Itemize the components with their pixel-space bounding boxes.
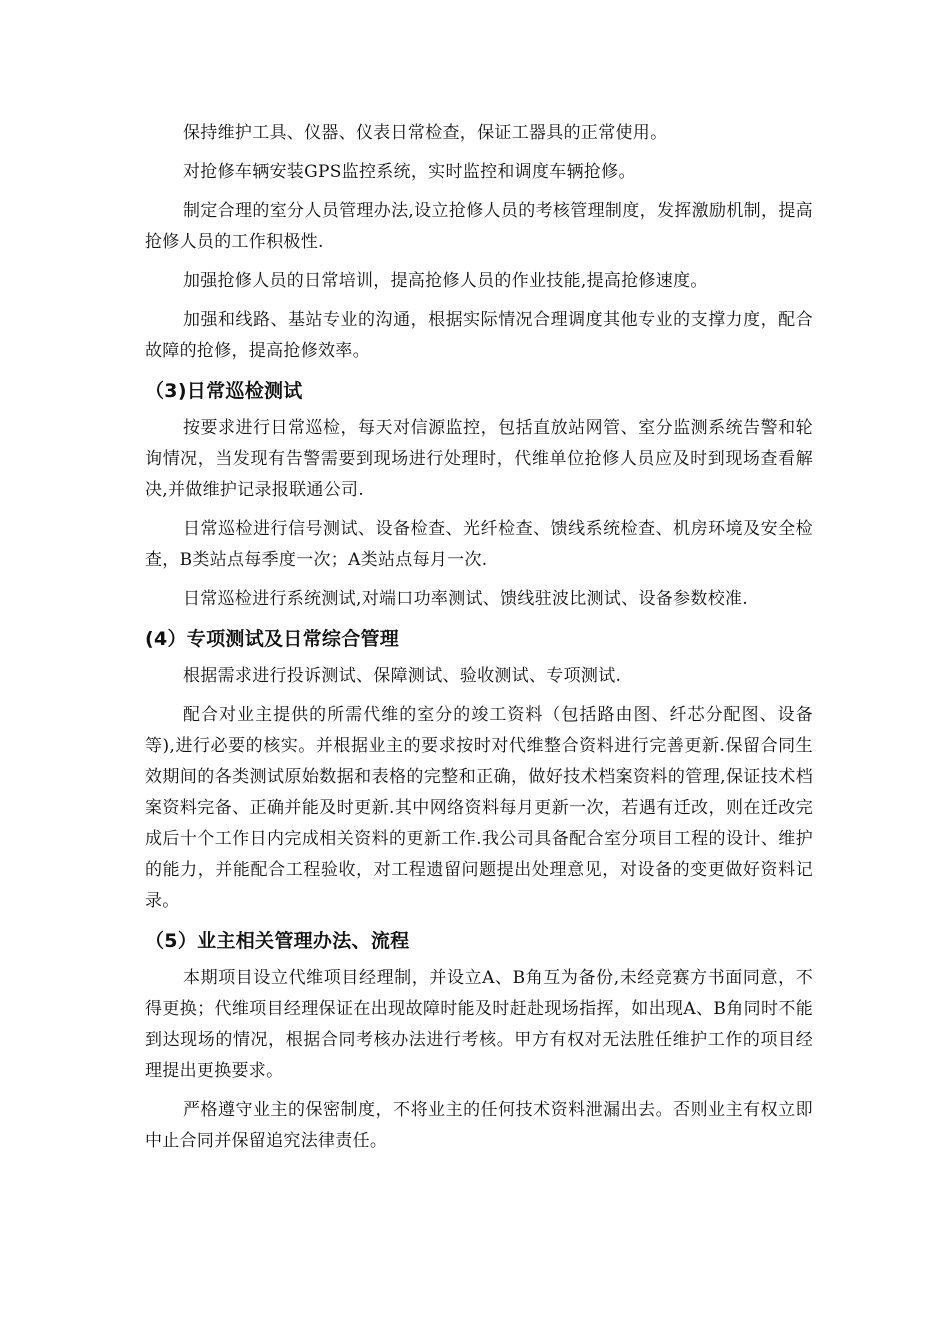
paragraph-tool-check: 保持维护工具、仪器、仪表日常检查，保证工器具的正常使用。: [183, 123, 668, 143]
section-heading-special-testing: (4）专项测试及日常综合管理: [145, 628, 400, 650]
paragraph-testing-types: 根据需求进行投诉测试、保障测试、验收测试、专项测试.: [183, 666, 622, 686]
document-body: [145, 118, 813, 1165]
paragraph-staff-management: 制定合理的室分人员管理办法,设立抢修人员的考核管理制度，发挥激励机制，提高抢修人员的工作积极性.: [145, 201, 813, 252]
paragraph-training: 加强抢修人员的日常培训，提高抢修人员的作业技能,提高抢修速度。: [183, 271, 708, 291]
paragraph-documentation: 配合对业主提供的所需代维的室分的竣工资料（包括路由图、纤芯分配图、设备等),进行必要的核实。并根据业主的要求按时对代维整合资料进行完善更新.保留合同生效期间的各类测试原始数据和表格的完整和正确，做好技术档案资料的管理,保证技术档案资料完备、正确并能及时更新.其中网络资料每月更新一次，若遇有迁改，则在迁改完成后十个工作日内完成相关资料的更新工作.我公司具备配合室分项目工程的设计、维护的能力，并能配合工程验收，对工程遗留问题提出处理意见，对设备的变更做好资料记录。: [145, 705, 813, 911]
paragraph-inspection-requirements: 按要求进行日常巡检，每天对信源监控，包括直放站网管、室分监测系统告警和轮询情况，当发现有告警需要到现场进行处理时，代维单位抢修人员应及时到现场查看解决,并做维护记录报联通公司.: [145, 418, 813, 500]
section-heading-daily-inspection: （3)日常巡检测试: [145, 380, 303, 402]
paragraph-system-testing: 日常巡检进行系统测试,对端口功率测试、馈线驻波比测试、设备参数校准.: [183, 589, 749, 609]
paragraph-project-manager: 本期项目设立代维项目经理制，并设立A、B角互为备份,未经竞赛方书面同意，不得更换；代维项目经理保证在出现故障时能及时赶赴现场指挥，如出现A、B角同时不能到达现场的情况，根据合同考核办法进行考核。甲方有权对无法胜任维护工作的项目经理提出更换要求。: [145, 968, 813, 1081]
paragraph-inspection-schedule: 日常巡检进行信号测试、设备检查、光纤检查、馈线系统检查、机房环境及安全检查，B类站点每季度一次；A类站点每月一次.: [145, 519, 813, 570]
paragraph-communication: 加强和线路、基站专业的沟通，根据实际情况合理调度其他专业的支撑力度，配合故障的抢修，提高抢修效率。: [145, 310, 813, 361]
paragraph-confidentiality: 严格遵守业主的保密制度，不将业主的任何技术资料泄漏出去。否则业主有权立即中止合同并保留追究法律责任。: [145, 1100, 813, 1151]
paragraph-gps-monitoring: 对抢修车辆安装GPS监控系统，实时监控和调度车辆抢修。: [183, 162, 636, 182]
section-heading-owner-procedures: （5）业主相关管理办法、流程: [145, 930, 410, 952]
